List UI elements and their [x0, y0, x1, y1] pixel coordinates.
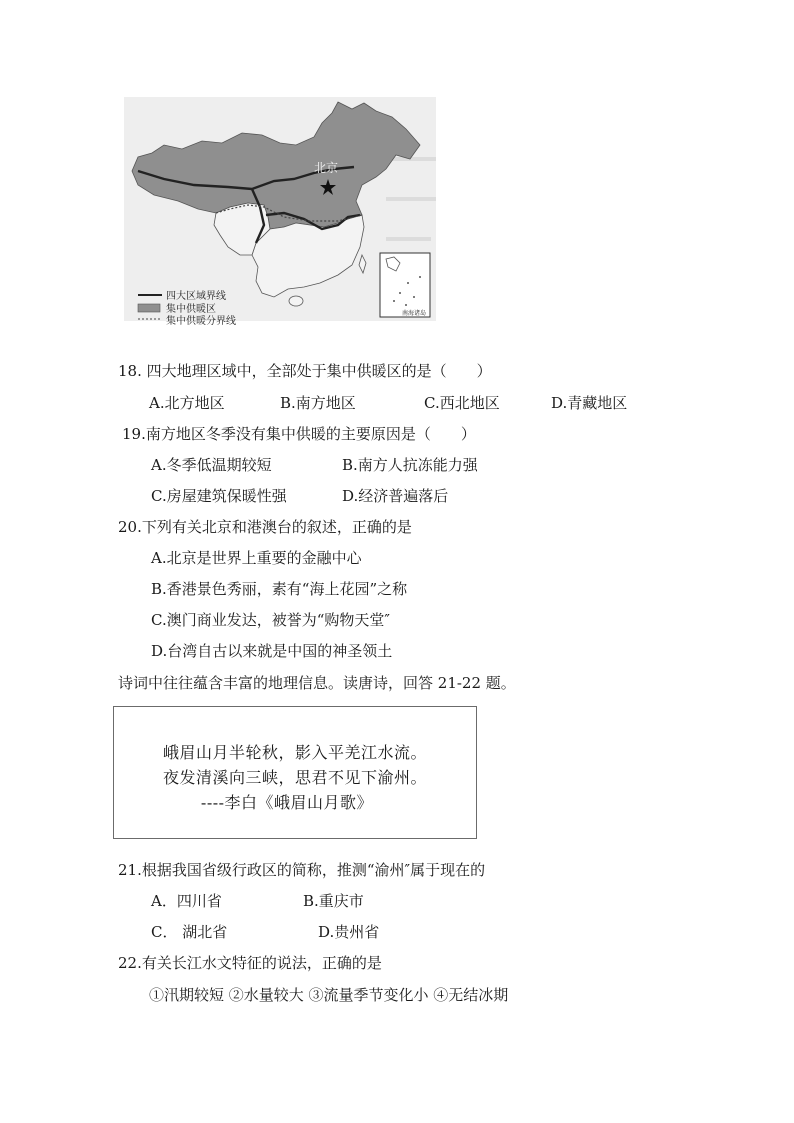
question-20-option-a: A.北京是世界上重要的金融中心 — [151, 549, 362, 567]
china-heating-map — [124, 97, 436, 327]
legend-heating-label: 集中供暖区 — [166, 304, 216, 315]
legend-boundary-label: 四大区域界线 — [166, 291, 226, 302]
poem-line-2: 夜发清溪向三峡，思君不见下渝州。 — [162, 768, 427, 787]
question-18-option-b: B.南方地区 — [280, 394, 356, 412]
question-22-statements: ①汛期较短 ②水量较大 ③流量季节变化小 ④无结冰期 — [149, 986, 509, 1004]
question-19-option-a: A.冬季低温期较短 — [151, 456, 272, 474]
question-19-stem: 19.南方地区冬季没有集中供暖的主要原因是（ ） — [122, 425, 476, 443]
poem-box — [113, 706, 477, 839]
question-18-option-a: A.北方地区 — [149, 394, 225, 412]
question-18-option-d: D.青藏地区 — [551, 394, 628, 412]
beijing-label: 北京 — [314, 161, 339, 175]
question-20-option-b: B.香港景色秀丽，素有“海上花园”之称 — [151, 580, 408, 598]
question-21-option-a: A．四川省 — [151, 892, 222, 910]
question-20-option-c: C.澳门商业发达，被誉为“购物天堂″ — [151, 611, 390, 629]
question-19-option-d: D.经济普遍落后 — [342, 487, 449, 505]
poem-line-1: 峨眉山月半轮秋，影入平羌江水流。 — [162, 743, 427, 762]
question-22-stem: 22.有关长江水文特征的说法，正确的是 — [118, 954, 382, 972]
legend-heating-symbol — [138, 304, 160, 312]
question-19-option-c: C.房屋建筑保暖性强 — [151, 487, 287, 505]
legend-heating-boundary-label: 集中供暖分界线 — [166, 316, 236, 327]
question-19-option-b: B.南方人抗冻能力强 — [342, 456, 478, 474]
question-21-option-c: C． 湖北省 — [151, 923, 228, 941]
question-21-option-d: D.贵州省 — [318, 923, 380, 941]
question-18-stem: 18. 四大地理区域中，全部处于集中供暖区的是（ ） — [118, 362, 492, 380]
question-20-stem: 20.下列有关北京和港澳台的叙述，正确的是 — [118, 518, 412, 536]
hainan-region — [289, 296, 303, 306]
question-20-option-d: D.台湾自古以来就是中国的神圣领土 — [151, 642, 393, 660]
question-21-option-b: B.重庆市 — [303, 892, 364, 910]
question-18-option-c: C.西北地区 — [424, 394, 500, 412]
inset-label: 南海诸岛 — [402, 310, 427, 317]
question-21-stem: 21.根据我国省级行政区的简称，推测“渝州″属于现在的 — [118, 861, 486, 879]
poem-author: ----李白《峨眉山月歌》 — [200, 793, 374, 812]
poem-intro: 诗词中往往蕴含丰富的地理信息。读唐诗，回答 21-22 题。 — [118, 674, 516, 692]
